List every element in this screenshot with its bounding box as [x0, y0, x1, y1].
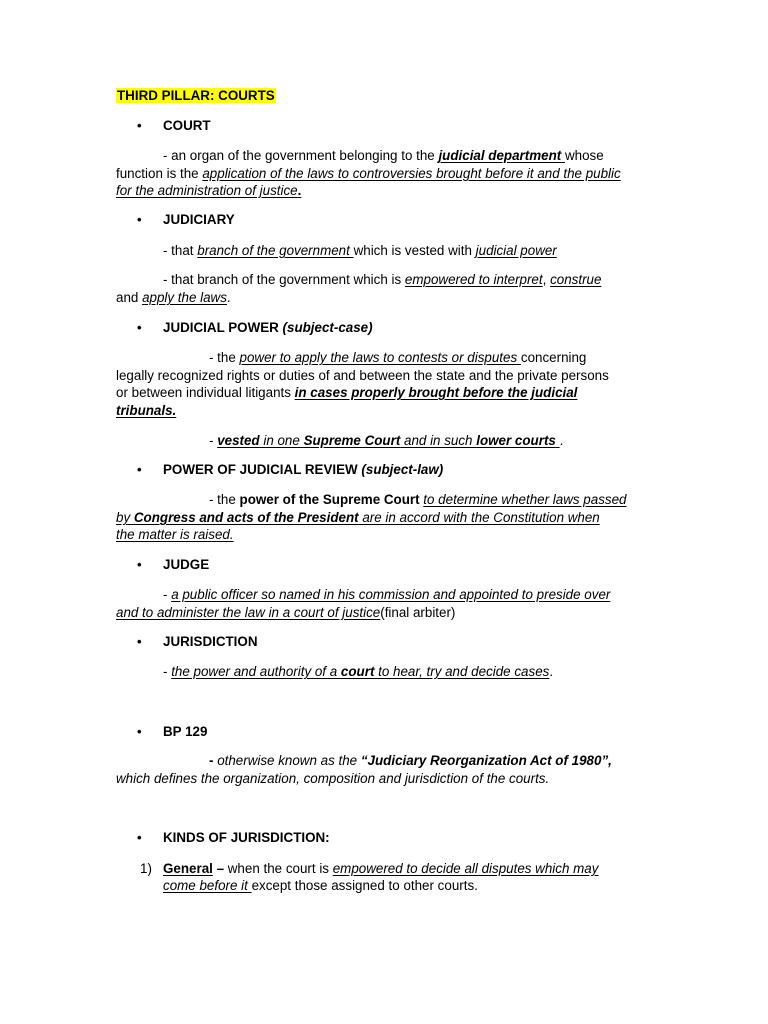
heading-bp129: BP 129 [163, 724, 208, 739]
judicial-power-line-2: legally recognized rights or duties of and between the state and the private persons [116, 368, 609, 383]
title-highlight: THIRD PILLAR: COURTS [117, 88, 275, 103]
judicial-power-line-1: - the power to apply the laws to contests or disputes concerning [209, 350, 587, 365]
judicial-review-line-3: the matter is raised. [116, 527, 234, 542]
judiciary-line-3: and apply the laws. [116, 290, 231, 305]
heading-court: COURT [163, 118, 211, 133]
heading-judiciary: JUDICIARY [163, 212, 235, 227]
heading-jurisdiction: JURISDICTION [163, 634, 258, 649]
judiciary-line-2: - that branch of the government which is empowered to interpret, construe [163, 272, 602, 287]
judge-line-2: and to administer the law in a court of justice(final arbiter) [116, 605, 456, 620]
document-title [116, 87, 276, 105]
judicial-power-line-3: or between individual litigants in cases properly brought before the judicial [116, 385, 578, 400]
judiciary-line-1: - that branch of the government which is vested with judicial power [163, 243, 557, 258]
bullet-kinds: • [137, 830, 142, 845]
bullet-jurisdiction: • [137, 634, 142, 649]
heading-judicial-power: JUDICIAL POWER (subject-case) [163, 320, 373, 335]
court-line-1: - an organ of the government belonging to the judicial department whose [163, 148, 604, 163]
bullet-court: • [137, 118, 142, 133]
kinds-item-1-line-2: come before it except those assigned to other courts. [163, 878, 478, 893]
judicial-review-line-2: by Congress and acts of the President are in accord with the Constitution when [116, 510, 600, 525]
court-line-2: function is the application of the laws to controversies brought before it and the public [116, 166, 621, 181]
bullet-judicial-review: • [137, 462, 142, 477]
heading-kinds-of-jurisdiction: KINDS OF JURISDICTION: [163, 830, 330, 845]
judge-line-1: - a public officer so named in his commission and appointed to preside over [163, 587, 611, 602]
kinds-item-1-line-1: General – when the court is empowered to decide all disputes which may [163, 861, 599, 876]
bp129-line-2: which defines the organization, composition and jurisdiction of the courts. [116, 771, 550, 786]
judicial-power-line-4: tribunals. [116, 403, 177, 418]
bp129-line-1: - otherwise known as the “Judiciary Reorganization Act of 1980”, [209, 753, 612, 768]
bullet-judge: • [137, 557, 142, 572]
bullet-judicial-power: • [137, 320, 142, 335]
judicial-review-line-1: - the power of the Supreme Court to determine whether laws passed [209, 492, 627, 507]
heading-judge: JUDGE [163, 557, 210, 572]
court-line-3: for the administration of justice. [116, 183, 302, 198]
jurisdiction-line-1: - the power and authority of a court to hear, try and decide cases. [163, 664, 554, 679]
heading-judicial-review: POWER OF JUDICIAL REVIEW (subject-law) [163, 462, 444, 477]
bullet-judiciary: • [137, 212, 142, 227]
bullet-bp129: • [137, 724, 142, 739]
judicial-power-vested-line: - vested in one Supreme Court and in such lower courts . [209, 433, 564, 448]
kinds-item-1-number: 1) [140, 861, 152, 876]
